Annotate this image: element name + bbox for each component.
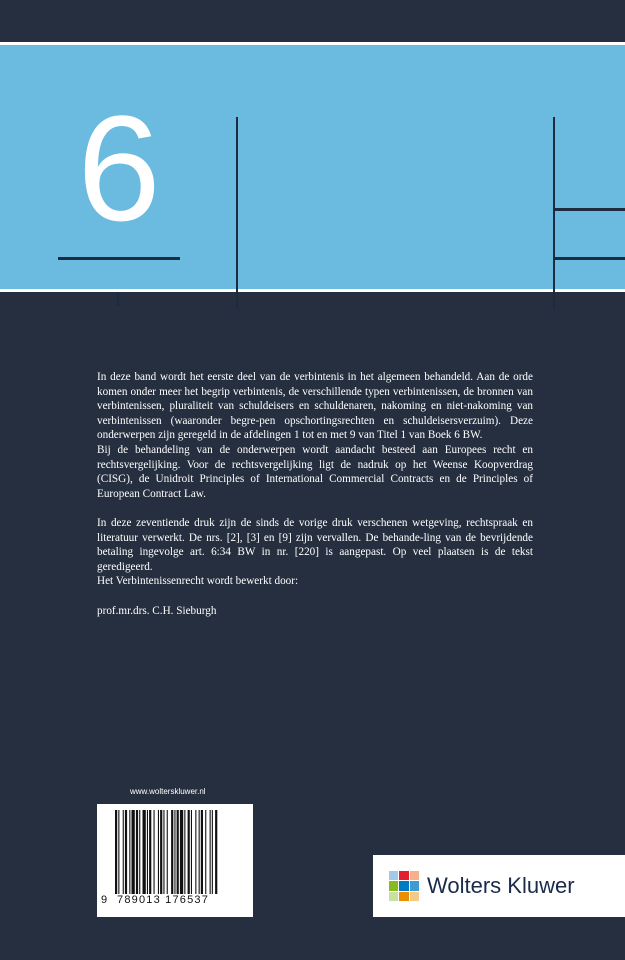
barcode-bar [191, 810, 192, 894]
back-cover-blurb [97, 370, 533, 618]
barcode-bar [115, 810, 117, 894]
barcode-bar [205, 810, 206, 894]
wolters-kluwer-logo-icon [388, 870, 420, 902]
barcode-bar [147, 810, 148, 894]
volume-number: 6 [77, 84, 161, 252]
barcode-bar [177, 810, 179, 894]
barcode-bar [184, 810, 185, 894]
blurb-paragraph: Het Verbintenissenrecht wordt bewerkt door: [97, 575, 299, 588]
barcode-bar [163, 810, 164, 894]
barcode-bar [188, 810, 190, 894]
barcode-bar [158, 810, 159, 894]
barcode-bar [132, 810, 135, 894]
barcode-bar [201, 810, 203, 894]
blurb-paragraph: In deze band wordt het eerste deel van de verbintenis in het algemeen behandeld. Aan de orde komen onder meer het begrip verbintenis, de verschillende typen verbintenissen, de bronnen van verbintenissen, pluraliteit van schuldeisers en schuldenaren, nakoming en niet-nakoming van verbintenissen (waaronder begre-pen opschortingsrechten en schuldeisersverzuim). Deze onderwerpen zijn geregeld in de afdelingen 1 tot en met 9 van Titel 1 van Boek 6 BW. [97, 371, 533, 442]
volume-rule [58, 257, 180, 260]
barcode-bar [171, 810, 173, 894]
publisher-name: Wolters Kluwer [427, 873, 575, 898]
barcode-bar [123, 810, 124, 894]
isbn-barcode [97, 804, 253, 917]
barcode-bar [143, 810, 146, 894]
vertical-rule-left [236, 117, 238, 309]
publisher-logo-box [373, 855, 625, 917]
paragraph-gap [97, 589, 533, 604]
barcode-bar [199, 810, 200, 894]
blurb-paragraph: In deze zeventiende druk zijn de sinds de vorige druk verschenen wetgeving, rechtspraak en literatuur verwerkt. De nrs. [2], [3] en [9] zijn vervallen. De behande-ling van de bevrijdende betaling ingevolge art. 6:34 BW in nr. [220] is aangepast. Op veel plaatsen is de tekst geredigeerd. [97, 516, 533, 573]
paragraph-gap [97, 501, 533, 516]
barcode-bars [115, 810, 247, 894]
horizontal-rule-lower [555, 257, 625, 260]
vertical-rule-right [553, 117, 555, 309]
barcode-bar [167, 810, 168, 894]
blurb-paragraph: Bij de behandeling van de onderwerpen wordt aandacht besteed aan Europees recht en rechtsvergelijking. Voor de rechtsvergelijking ligt de nadruk op het Weense Koopverdrag (CISG), de Unidroit Principles of International Commercial Contracts en de Principles of European Contract Law. [97, 443, 533, 500]
barcode-bar [212, 810, 213, 894]
barcode-bar [174, 810, 175, 894]
barcode-bar [195, 810, 196, 894]
barcode-bar [160, 810, 162, 894]
barcode-bar [129, 810, 130, 894]
barcode-bar [215, 810, 217, 894]
barcode-bar [118, 810, 119, 894]
isbn-digits: 789013 176537 [117, 894, 210, 906]
horizontal-rule-upper [555, 208, 625, 211]
barcode-bar [139, 810, 140, 894]
barcode-bar [180, 810, 183, 894]
isbn-lead-digit: 9 [101, 894, 108, 906]
author-name: prof.mr.drs. C.H. Sieburgh [97, 604, 217, 617]
barcode-bar [136, 810, 138, 894]
barcode-bar [125, 810, 127, 894]
part-label: I [114, 287, 122, 311]
barcode-bar [210, 810, 211, 894]
cover-band [0, 42, 625, 311]
publisher-website[interactable]: www.wolterskluwer.nl [130, 787, 206, 796]
barcode-bar [154, 810, 155, 894]
barcode-bar [149, 810, 151, 894]
